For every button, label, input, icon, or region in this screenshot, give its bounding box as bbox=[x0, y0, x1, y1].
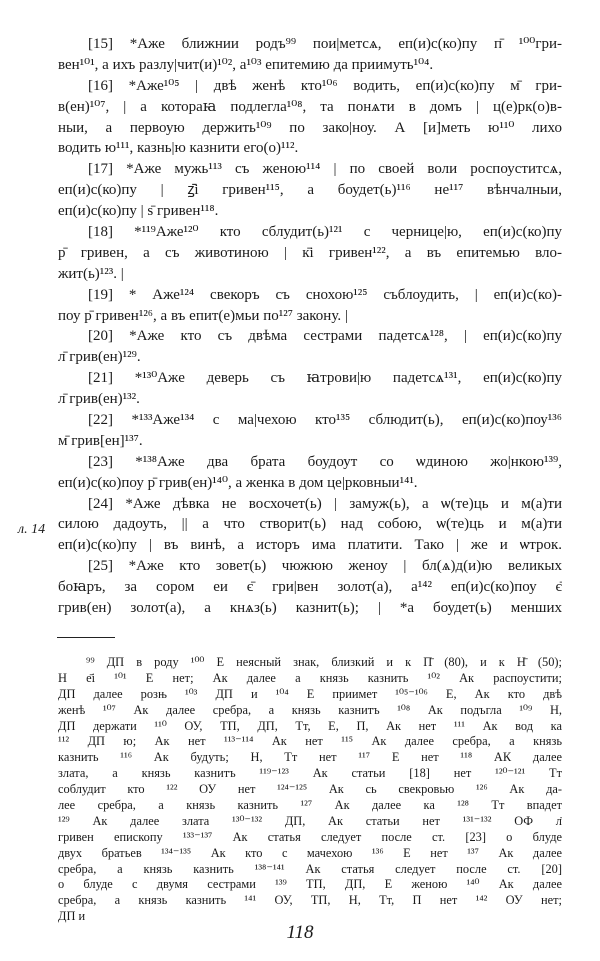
main-text bbox=[58, 34, 562, 619]
text-line: [18] *¹¹⁹Аже¹²⁰ кто сблудит(ь)¹²¹ с чернице|ю, еп(и)с(ко)пу bbox=[88, 224, 562, 241]
text-line: еп(и)с(ко)пу | ѕ̄ гривен¹¹⁸. bbox=[58, 203, 219, 220]
footnote-line: казнить ¹¹⁶ Ак будуть; Н, Тт нет ¹¹⁷ Е нет ¹¹⁸ АК далее bbox=[58, 750, 562, 765]
text-line: [17] *Аже мужь¹¹³ съ женою¹¹⁴ | по своей воли роспоуститсѧ, bbox=[88, 161, 562, 178]
footnote-line: лее сребра, а князь казнить ¹²⁷ Ак далее ка ¹²⁸ Тт впадет bbox=[58, 798, 562, 813]
footnote-line: Н е̄і ¹⁰¹ Е нет; Ак далее а князь казнить ¹⁰² Ак распоустити; bbox=[58, 670, 562, 685]
text-line: [25] *Аже кто зовет(ь) чюжюю женоу | бл(ѧ)д(и)ю великых bbox=[88, 558, 562, 575]
footnote-line: двух братьев ¹³⁴⁻¹³⁵ Ак кто с мачехою ¹³⁶ Е нет ¹³⁷ Ак далее bbox=[58, 845, 562, 860]
text-line: л̄ грив(ен)¹³². bbox=[58, 391, 140, 408]
text-line: жит(ь)¹²³. | bbox=[58, 265, 124, 282]
text-line: поу р̄ гривен¹²⁶, а въ епит(е)мьи по¹²⁷ закону. | bbox=[58, 307, 348, 324]
text-line: [15] *Аже ближнии родъ⁹⁹ пои|метсѧ, еп(и)с(ко)пу п̄ ¹⁰⁰гри- bbox=[88, 36, 562, 52]
text-line: в(ен)¹⁰⁷, | а котораꙗ подлегла¹⁰⁸, та понѧти в домъ | ц(е)рк(о)в- bbox=[58, 98, 562, 115]
text-line: м̄ грив[ен]¹³⁷. bbox=[58, 432, 143, 449]
footnote-line: гривен епископу ¹³³⁻¹³⁷ Ак статья следует после ст. [23] о блуде bbox=[58, 829, 562, 844]
footnotes bbox=[58, 655, 562, 925]
text-line: л̄ грив(ен)¹²⁹. bbox=[58, 349, 141, 366]
footnote-line: злата, а князь казнитъ ¹¹⁹⁻¹²³ Ак статьи [18] нет ¹²⁰⁻¹²¹ Тт bbox=[58, 766, 562, 781]
text-line: [23] *¹³⁸Аже два брата боудоут со ѡдиною жо|нкою¹³⁹, bbox=[88, 453, 562, 470]
text-line: р̄ гривен, а съ животиною | к̄і гривен¹²², а въ епитемью вло- bbox=[58, 244, 562, 261]
footnote-line: ДП держати ¹¹⁰ ОУ, ТП, ДП, Тт, Е, П, Ак нет ¹¹¹ Ак вод ка bbox=[58, 718, 562, 733]
footnote-line: ⁹⁹ ДП в роду ¹⁰⁰ Е неясный знак, близкий и к П̄ (80), и к Н̄ (50); bbox=[86, 655, 562, 669]
footnote-line: ДП и bbox=[58, 909, 86, 924]
footnote-line: ¹²⁹ Ак далее злата ¹³⁰⁻¹³² ДП, Ак статьи нет ¹³¹⁻¹³² ОФ л̄ bbox=[58, 813, 562, 828]
footnote-line: сребра, а князь казнить ¹⁴¹ ОУ, ТП, Н, Тт, П нет ¹⁴² ОУ нет; bbox=[58, 893, 562, 908]
page-number: 118 bbox=[286, 922, 314, 943]
footnote-line: соблудит кто ¹²² ОУ нет ¹²⁴⁻¹²⁵ Ак сь свекровью ¹²⁶ Ак да- bbox=[58, 782, 562, 797]
text-line: [16] *Аже¹⁰⁵ | двѣ женѣ кто¹⁰⁶ водить, еп(и)с(ко)пу м̄ гри- bbox=[88, 77, 562, 94]
footnote-line: сребра, а князь казнить ¹³⁸⁻¹⁴¹ Ак статья следует после ст. [20] bbox=[58, 861, 562, 876]
footnote-line: о блуде с двумя сестрами ¹³⁹ ТП, ДП, Е женою ¹⁴⁰ Ак далее bbox=[58, 877, 562, 892]
footnote-line: ДП далее розњ ¹⁰³ ДП и ¹⁰⁴ Е приимет ¹⁰⁵⁻¹⁰⁶ Е, Ак кто двѣ bbox=[58, 686, 562, 701]
text-line: [20] *Аже кто съ двѣма сестрами падетсѧ¹²⁸, | еп(и)с(ко)пу bbox=[88, 328, 562, 345]
text-line: водить ю¹¹¹, казнь|ю казнити его(о)¹¹². bbox=[58, 140, 299, 157]
text-line: вен¹⁰¹, а ихъ разлу|чит(и)¹⁰², а¹⁰³ епитемию да приимуть¹⁰⁴. bbox=[58, 56, 434, 73]
text-line: [21] *¹³⁰Аже деверь съ ꙗтрови|ю падетсѧ¹³¹, еп(и)с(ко)пу bbox=[88, 370, 562, 387]
text-line: еп(и)с(ко)поу р̄ грив(ен)¹⁴⁰, а женка в дом це|рковныи¹⁴¹. bbox=[58, 474, 418, 491]
text-line: еп(и)с(ко)пу | въ винѣ, а исторъ има платити. Тако | же и ѡтрок. bbox=[58, 537, 562, 554]
text-line: еп(и)с(ко)пу | ꙁ̄і гривен¹¹⁵, а боудет(ь)¹¹⁶ не¹¹⁷ вѣнчалныи, bbox=[58, 182, 562, 199]
footnote-line: ¹¹² ДП ю; Ак нет ¹¹³⁻¹¹⁴ Ак нет ¹¹⁵ Ак далее сребра, а князь bbox=[58, 734, 562, 749]
text-line: ныи, а первоую держить¹⁰⁹ по зако|ноу. А [и]меть ю¹¹⁰ лихо bbox=[58, 119, 562, 136]
text-line: боꙗръ, за сором еи є̄ гри|вен золот(а), а¹⁴² еп(и)с(ко)поу є̄ bbox=[58, 579, 562, 596]
text-line: [22] *¹³³Аже¹³⁴ с ма|чехою кто¹³⁵ сблюдит(ь), еп(и)с(ко)поу¹³⁶ bbox=[88, 412, 562, 429]
margin-folio-note: л. 14 bbox=[18, 522, 46, 537]
text-line: [19] * Аже¹²⁴ свекоръ съ снохою¹²⁵ съблоудить, | еп(и)с(ко)- bbox=[88, 286, 562, 303]
footnote-line: женѣ ¹⁰⁷ Ак далее сребра, а князь казнитъ ¹⁰⁸ Ак подъгла ¹⁰⁹ Н, bbox=[58, 702, 562, 717]
text-line: силою дадоуть, || а что створит(ь) над собою, ѡ(те)ць и м(а)ти bbox=[58, 516, 562, 533]
footnote-divider bbox=[57, 637, 115, 638]
text-line: [24] *Аже дѣвка не восхочет(ь) | замуж(ь), а ѡ(те)ць и м(а)ти bbox=[88, 495, 562, 512]
text-line: грив(ен) золот(а), а кнѧз(ь) казнит(ь); | *а боудет(ь) меншиx bbox=[58, 600, 562, 617]
